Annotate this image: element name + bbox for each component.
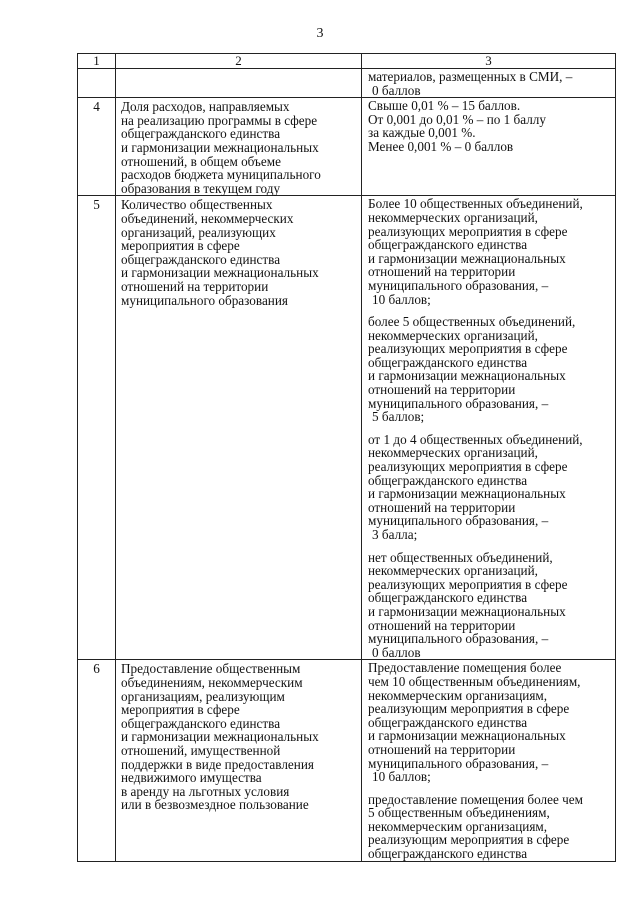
criteria-line: реализующих мероприятия в сфере bbox=[368, 223, 568, 239]
indicator-line: или в безвозмездное пользование bbox=[121, 797, 309, 813]
indicator-line: отношений, имущественной bbox=[121, 742, 281, 758]
criteria-line: Свыше 0,01 % – 15 баллов. bbox=[368, 98, 521, 114]
criteria-line: 5 общественным объединениям, bbox=[368, 805, 550, 821]
criteria-line: реализующих мероприятия в сфере bbox=[368, 576, 568, 592]
criteria-line: некоммерческих организаций, bbox=[368, 209, 538, 225]
criteria-line: 0 баллов bbox=[372, 644, 421, 660]
row-number-cell: 6 bbox=[78, 660, 116, 861]
criteria-line: Предоставление помещения более bbox=[368, 660, 562, 676]
criteria-line: чем 10 общественным объединениям, bbox=[368, 673, 581, 689]
criteria-line: реализующих мероприятия в сфере bbox=[368, 341, 568, 357]
indicator-line: отношений, в общем объеме bbox=[121, 153, 281, 169]
criteria-line: некоммерческих организаций, bbox=[368, 563, 538, 579]
indicator-line: недвижимого имущества bbox=[121, 770, 262, 786]
criteria-line: 0 баллов bbox=[372, 82, 421, 98]
indicator-line: организациям, реализующим bbox=[121, 688, 285, 704]
criteria-line: и гармонизации межнациональных bbox=[368, 368, 566, 384]
criteria-line: предоставление помещения более чем bbox=[368, 791, 583, 807]
criteria-line: некоммерческим организациям, bbox=[368, 687, 548, 703]
criteria-block bbox=[368, 70, 613, 97]
table-row bbox=[78, 660, 616, 861]
criteria-line: 3 балла; bbox=[372, 527, 418, 542]
criteria-line: 10 баллов; bbox=[372, 769, 431, 785]
indicator-line: в аренду на льготных условия bbox=[121, 783, 290, 799]
indicator-line: мероприятия в сфере bbox=[121, 702, 240, 718]
criteria-line: материалов, размещенных в СМИ, – bbox=[368, 69, 573, 84]
table-row bbox=[78, 196, 616, 660]
criteria-line: нет общественных объединений, bbox=[368, 549, 553, 565]
criteria-block bbox=[368, 551, 613, 660]
row-number-cell: 4 bbox=[78, 98, 116, 196]
indicator-line: образования в текущем году bbox=[121, 180, 281, 196]
criteria-line: отношений на территории bbox=[368, 617, 516, 633]
page-number: 3 bbox=[316, 26, 324, 41]
indicator-line: общегражданского единства bbox=[121, 251, 281, 267]
criteria-block bbox=[368, 433, 613, 542]
criteria-line: 10 баллов; bbox=[372, 291, 431, 307]
criteria-line: общегражданского единства bbox=[368, 590, 528, 606]
criteria-line: и гармонизации межнациональных bbox=[368, 486, 566, 502]
criteria-line: общегражданского единства bbox=[368, 846, 528, 862]
indicator-cell bbox=[116, 660, 362, 861]
criteria-line: некоммерческих организаций, bbox=[368, 327, 538, 343]
criteria-cell bbox=[362, 196, 616, 660]
indicator-line: расходов бюджета муниципального bbox=[121, 167, 321, 183]
header-cell-3: 3 bbox=[362, 54, 616, 69]
criteria-line: общегражданского единства bbox=[368, 354, 528, 370]
criteria-line: некоммерческих организаций, bbox=[368, 445, 538, 461]
criteria-line: От 0,001 до 0,01 % – по 1 баллу bbox=[368, 111, 546, 127]
criteria-block bbox=[368, 197, 613, 306]
criteria-line: Менее 0,001 % – 0 баллов bbox=[368, 138, 514, 154]
criteria-cell bbox=[362, 660, 616, 861]
criteria-block bbox=[368, 793, 613, 861]
criteria-line: общегражданского единства bbox=[368, 714, 528, 730]
indicator-cell bbox=[116, 98, 362, 196]
indicator-line: Доля расходов, направляемых bbox=[121, 99, 290, 115]
indicator-line: общегражданского единства bbox=[121, 715, 281, 731]
criteria-line: муниципального образования, – bbox=[368, 277, 549, 293]
criteria-line: некоммерческим организациям, bbox=[368, 818, 548, 834]
criteria-line: муниципального образования, – bbox=[368, 631, 549, 647]
indicator-line: муниципального образования bbox=[121, 292, 288, 308]
criteria-line: 5 баллов; bbox=[372, 409, 425, 425]
indicator-line: общегражданского единства bbox=[121, 126, 281, 142]
criteria-cell bbox=[362, 69, 616, 98]
criteria-line: отношений на территории bbox=[368, 499, 516, 515]
criteria-line: Более 10 общественных объединений, bbox=[368, 196, 583, 212]
criteria-table bbox=[77, 53, 616, 862]
indicator-cell bbox=[116, 69, 362, 98]
criteria-line: и гармонизации межнациональных bbox=[368, 250, 566, 266]
row-number-cell bbox=[78, 69, 116, 98]
indicator-line: объединениям, некоммерческим bbox=[121, 674, 303, 690]
indicator-line: и гармонизации межнациональных bbox=[121, 139, 319, 155]
indicator-cell bbox=[116, 196, 362, 660]
indicator-line: отношений на территории bbox=[121, 278, 269, 294]
criteria-line: реализующим мероприятия в сфере bbox=[368, 701, 570, 717]
criteria-block bbox=[368, 315, 613, 424]
criteria-line: отношений на территории bbox=[368, 382, 516, 398]
indicator-line: организаций, реализующих bbox=[121, 224, 276, 240]
criteria-block bbox=[368, 99, 613, 153]
indicator-line: на реализацию программы в сфере bbox=[121, 112, 318, 128]
criteria-line: муниципального образования, – bbox=[368, 755, 549, 771]
indicator-line: Количество общественных bbox=[121, 197, 273, 213]
indicator-line: и гармонизации межнациональных bbox=[121, 729, 319, 745]
header-cell-1: 1 bbox=[78, 54, 116, 69]
criteria-line: от 1 до 4 общественных объединений, bbox=[368, 431, 583, 447]
criteria-block bbox=[368, 661, 613, 783]
criteria-line: муниципального образования, – bbox=[368, 513, 549, 529]
criteria-line: и гармонизации межнациональных bbox=[368, 603, 566, 619]
criteria-line: реализующим мероприятия в сфере bbox=[368, 832, 570, 848]
indicator-line: поддержки в виде предоставления bbox=[121, 756, 314, 772]
table-row bbox=[78, 69, 616, 98]
criteria-line: отношений на территории bbox=[368, 264, 516, 280]
table-header-row bbox=[78, 54, 616, 69]
criteria-line: реализующих мероприятия в сфере bbox=[368, 459, 568, 475]
indicator-line: Предоставление общественным bbox=[121, 661, 301, 677]
row-number-cell: 5 bbox=[78, 196, 116, 660]
criteria-line: и гармонизации межнациональных bbox=[368, 728, 566, 744]
criteria-line: за каждые 0,001 %. bbox=[368, 125, 476, 141]
criteria-cell bbox=[362, 98, 616, 196]
criteria-line: отношений на территории bbox=[368, 741, 516, 757]
indicator-line: объединений, некоммерческих bbox=[121, 210, 294, 226]
criteria-line: более 5 общественных объединений, bbox=[368, 314, 576, 330]
criteria-line: общегражданского единства bbox=[368, 472, 528, 488]
header-cell-2: 2 bbox=[116, 54, 362, 69]
criteria-line: муниципального образования, – bbox=[368, 395, 549, 411]
table-row bbox=[78, 98, 616, 196]
criteria-line: общегражданского единства bbox=[368, 237, 528, 253]
indicator-line: мероприятия в сфере bbox=[121, 238, 240, 254]
indicator-line: и гармонизации межнациональных bbox=[121, 265, 319, 281]
